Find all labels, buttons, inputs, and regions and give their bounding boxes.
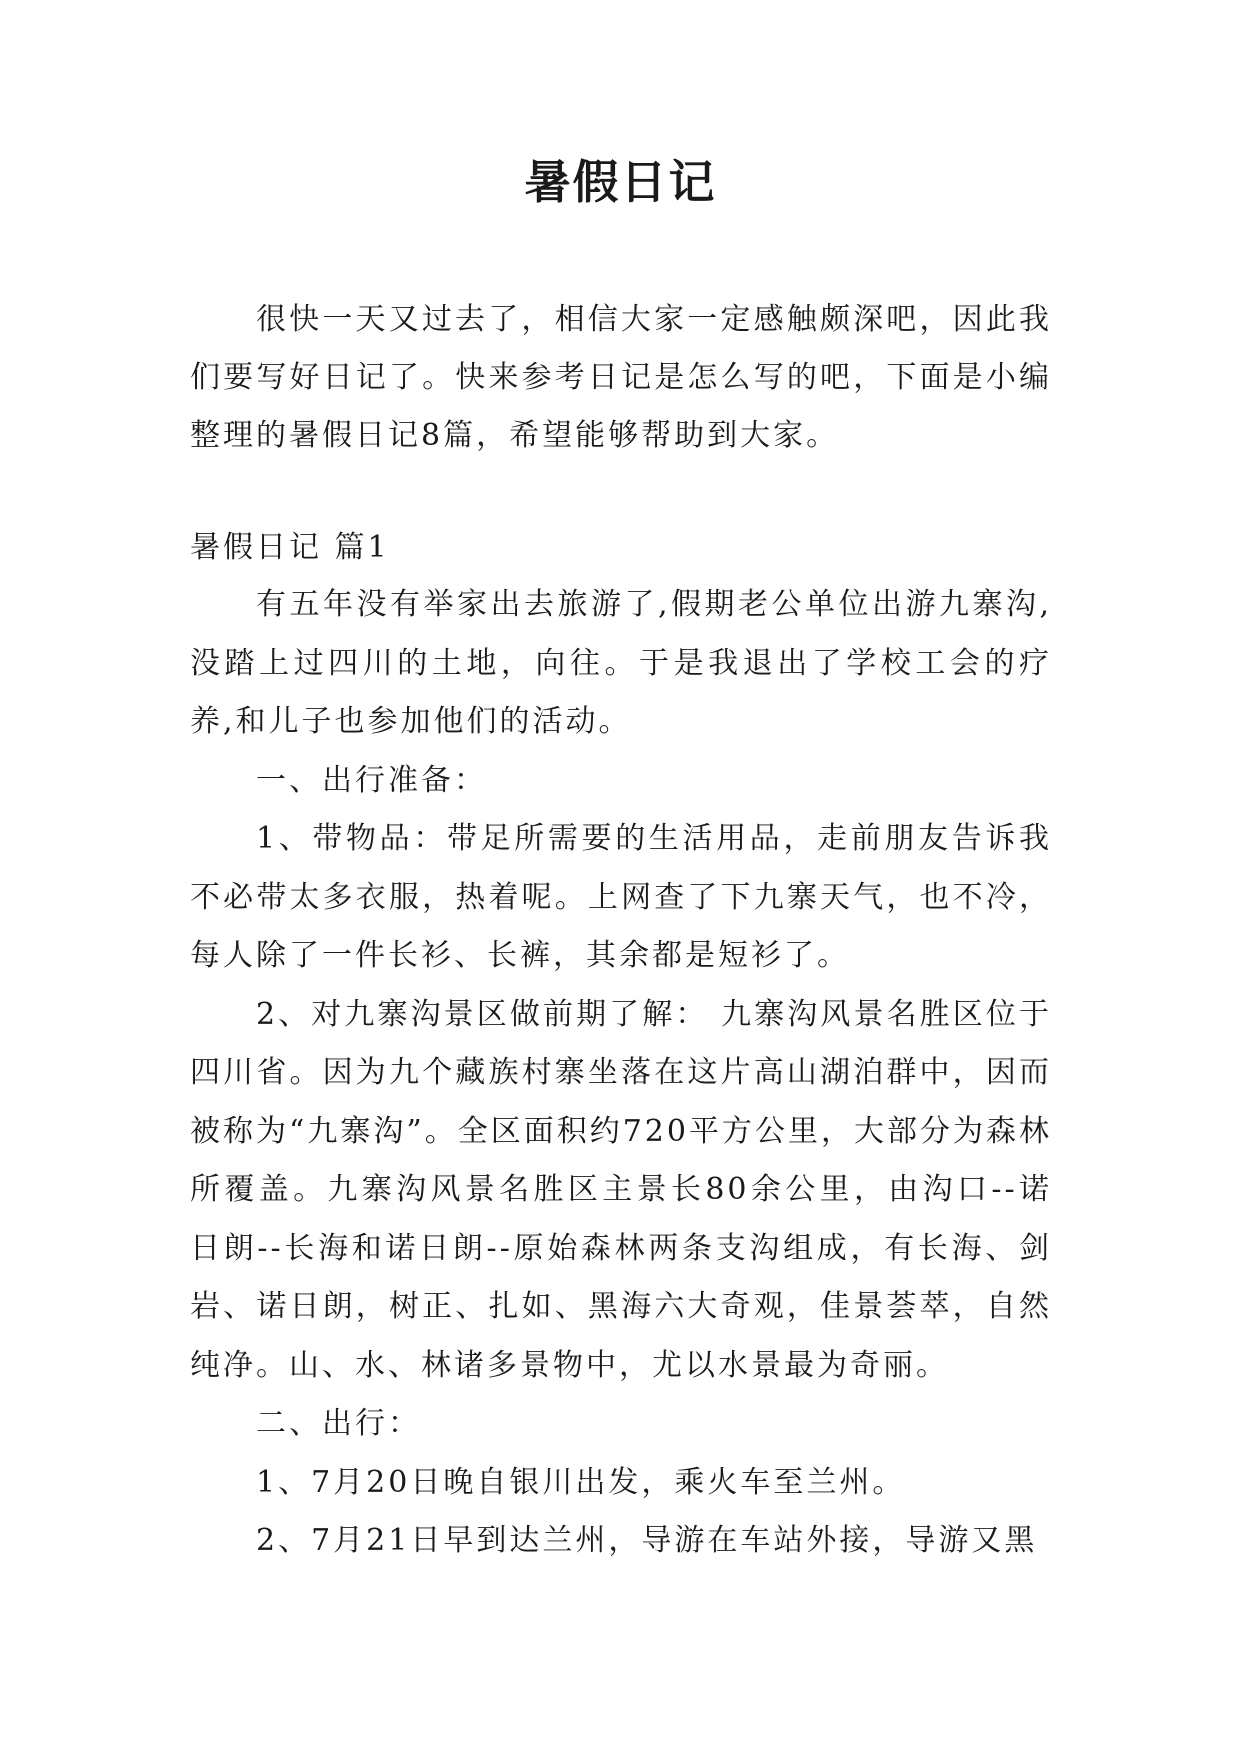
intro-paragraph: 很快一天又过去了，相信大家一定感触颇深吧，因此我们要写好日记了。快来参考日记是怎么写的吧，下面是小编整理的暑假日记8篇，希望能够帮助到大家。 <box>190 302 1052 453</box>
paragraph-day-one: 1、7月20日晚自银川出发，乘火车至兰州。 <box>256 1464 906 1500</box>
section-heading: 暑假日记 篇1 <box>190 530 390 565</box>
paragraph-jiuzhaigou-info: 2、对九寨沟景区做前期了解： 九寨沟风景名胜区位于四川省。因为九个藏族村寨坐落在这片高山湖泊群中，因而被称为“九寨沟”。全区面积约720平方公里，大部分为森林所覆盖。九寨沟风景名胜区主景长80余公里，由沟口--诺日朗--长海和诺日朗--原始森林两条支沟组成，有长海、剑岩、诺日朗，树正、扎如、黑海六大奇观，佳景荟萃，自然纯净。山、水、林诸多景物中，尤以水景最为奇丽。 <box>190 996 1052 1383</box>
paragraph-heading-preparation: 一、出行准备： <box>256 762 487 798</box>
article-body <box>190 576 1052 1571</box>
document-title: 暑假日记 <box>524 155 717 209</box>
paragraph-trip-intro: 有五年没有举家出去旅游了,假期老公单位出游九寨沟,没踏上过四川的土地，向往。于是我退出了学校工会的疗养,和儿子也参加他们的活动。 <box>190 587 1052 739</box>
paragraph-day-two: 2、7月21日早到达兰州，导游在车站外接，导游又黑 <box>256 1523 1038 1558</box>
paragraph-heading-departure: 二、出行： <box>256 1406 421 1441</box>
paragraph-items: 1、带物品：带足所需要的生活用品，走前朋友告诉我不必带太多衣服，热着呢。上网查了下九寨天气，也不冷，每人除了一件长衫、长裤，其余都是短衫了。 <box>190 821 1052 973</box>
